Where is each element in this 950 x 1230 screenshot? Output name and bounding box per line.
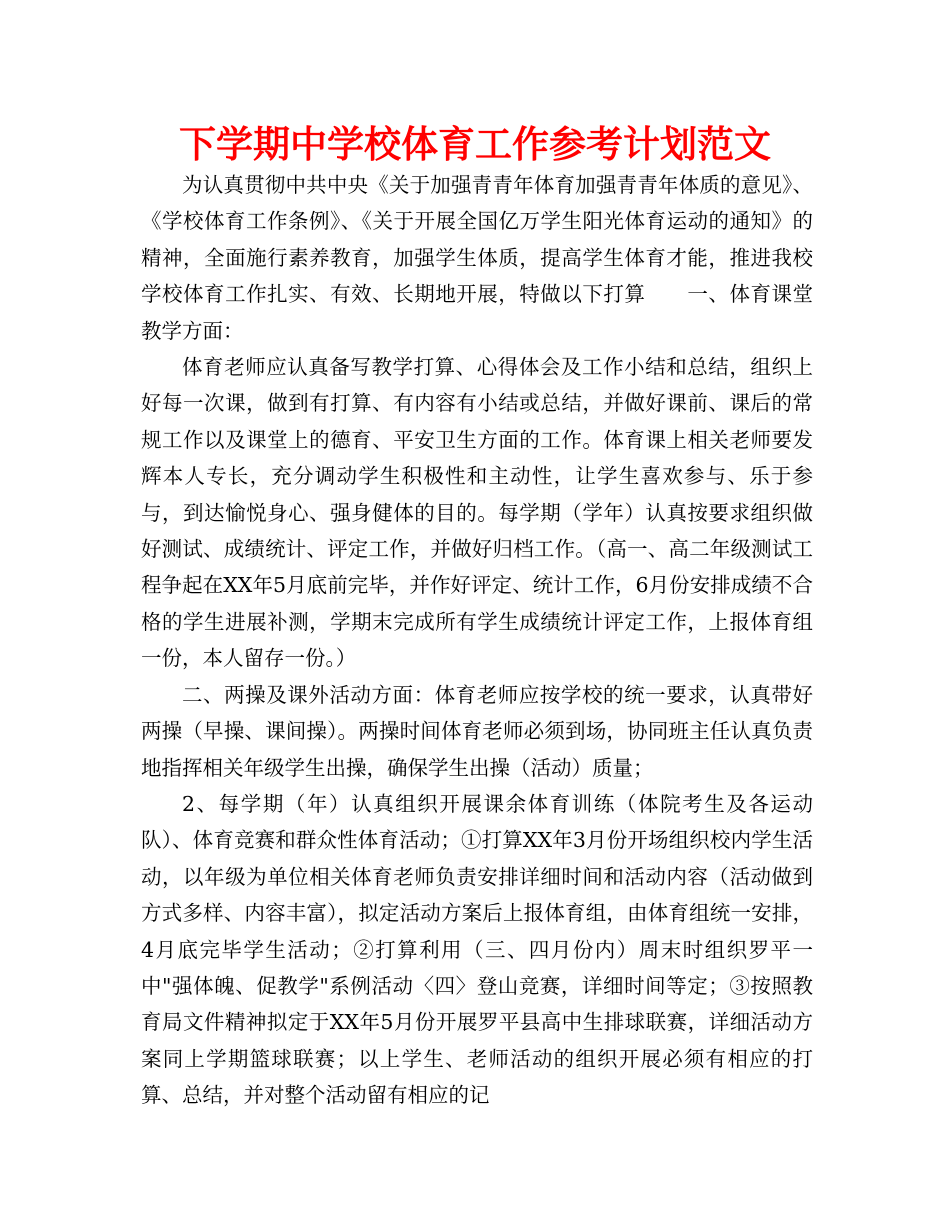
paragraph-pe-teaching: 体育老师应认真备写教学打算、心得体会及工作小结和总结，组织上好每一次课，做到有打算、有内容有小结或总结，并做好课前、课后的常规工作以及课堂上的德育、平安卫生方面的工作。体育课上相关老师要发辉本人专长，充分调动学生积极性和主动性，让学生喜欢参与、乐于参与，到达愉悦身心、强身健体的目的。每学期（学年）认真按要求组织做好测试、成绩统计、评定工作，并做好归档工作。（高一、高二年级测试工程争起在XX年5月底前完毕，并作好评定、统计工作，6月份安排成绩不合格的学生进展补测，学期末完成所有学生成绩统计评定工作，上报体育组一份，本人留存一份。） (141, 355, 813, 671)
paragraph-activities: 2、每学期（年）认真组织开展课余体育训练（体院考生及各运动队）、体育竞赛和群众性体育活动；①打算XX年3月份开场组织校内学生活动，以年级为单位相关体育老师负责安排详细时间和活动内容（活动做到方式多样、内容丰富），拟定活动方案后上报体育组，由体育组统一安排，4月底完毕学生活动；②打算利用（三、四月份内）周末时组织罗平一中"强体魄、促教学"系例活动〈四〉登山竞赛，详细时间等定；③按照教育局文件精神拟定于XX年5月份开展罗平县高中生排球联赛，详细活动方案同上学期篮球联赛；以上学生、老师活动的组织开展必须有相应的打算、总结，并对整个活动留有相应的记 (141, 791, 813, 1108)
document-body (141, 167, 813, 1114)
paragraph-intro: 为认真贯彻中共中央《关于加强青青年体育加强青青年体质的意见》、《学校体育工作条例》、《关于开展全国亿万学生阳光体育运动的通知》的精神，全面施行素养教育，加强学生体质，提高学生体育才能，推进我校学校体育工作扎实、有效、长期地开展，特做以下打算 一、体育课堂教学方面： (141, 173, 813, 343)
document-title: 下学期中学校体育工作参考计划范文 (179, 123, 771, 166)
paragraph-exercises: 二、两操及课外活动方面：体育老师应按学校的统一要求，认真带好两操（早操、课间操）。两操时间体育老师必须到场，协同班主任认真负责地指挥相关年级学生出操，确保学生出操（活动）质量； (141, 682, 813, 780)
